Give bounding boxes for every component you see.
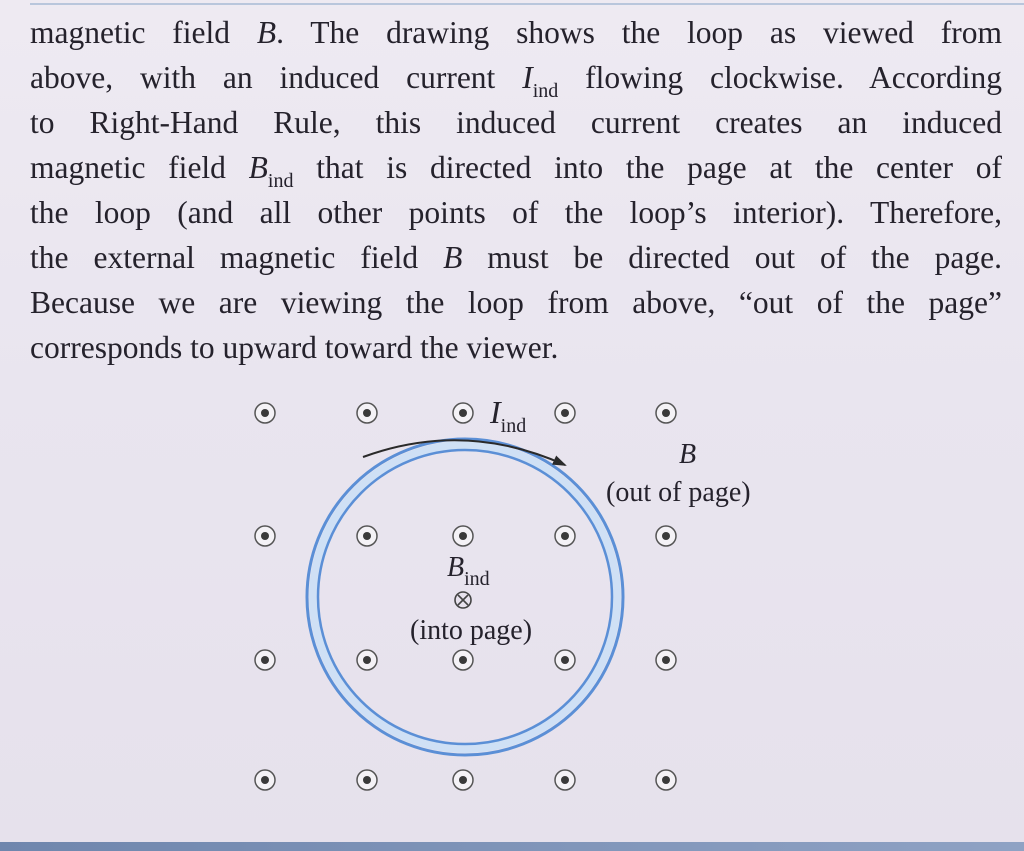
out-of-page-symbol — [453, 650, 473, 670]
paragraph-line: corresponds to upward toward the viewer. — [30, 330, 559, 365]
paragraph-line: to Right-Hand Rule, this induced current creates an induced — [30, 105, 1002, 140]
out-of-page-symbol — [555, 526, 575, 546]
out-of-page-symbol — [453, 770, 473, 790]
into-page-symbol — [455, 592, 471, 608]
out-of-page-symbol — [555, 403, 575, 423]
out-of-page-symbol — [357, 650, 377, 670]
induced-label-caption: (into page) — [410, 615, 533, 646]
out-of-page-symbol — [453, 526, 473, 546]
paragraph-line: the external magnetic field B must be directed out of the page. — [30, 240, 1002, 275]
out-of-page-symbol — [453, 403, 473, 423]
out-of-page-symbol — [357, 403, 377, 423]
out-of-page-symbol — [555, 650, 575, 670]
out-of-page-symbol — [255, 650, 275, 670]
out-of-page-symbol — [357, 770, 377, 790]
out-of-page-symbol — [656, 526, 676, 546]
page-edge — [0, 842, 1024, 851]
paragraph-line: magnetic field $B_{ind}$ that is directed into the page at the center of — [30, 150, 1002, 192]
out-of-page-symbol — [656, 650, 676, 670]
out-of-page-symbol — [555, 770, 575, 790]
field-label-symbol: B — [679, 439, 697, 470]
current-label: $I_{ind}$ — [490, 394, 527, 437]
paragraph-line: magnetic field B. The drawing shows the loop as viewed from — [30, 15, 1002, 50]
out-of-page-symbol — [255, 526, 275, 546]
top-rule — [30, 3, 1024, 5]
paragraph-line: above, with an induced current $I_{ind}$ flowing clockwise. According — [30, 60, 1002, 102]
out-of-page-symbol — [255, 770, 275, 790]
paragraph-line: Because we are viewing the loop from above, “out of the page” — [30, 285, 1002, 320]
loop-figure — [0, 390, 1024, 851]
out-of-page-symbol — [357, 526, 377, 546]
out-of-page-symbol — [255, 403, 275, 423]
body-paragraph — [30, 10, 1002, 370]
out-of-page-symbol — [656, 770, 676, 790]
induced-label-symbol: $B_{ind}$ — [447, 552, 490, 590]
field-label-caption: (out of page) — [606, 477, 751, 508]
out-of-page-symbol — [656, 403, 676, 423]
paragraph-line: the loop (and all other points of the loop’s interior). Therefore, — [30, 195, 1002, 230]
